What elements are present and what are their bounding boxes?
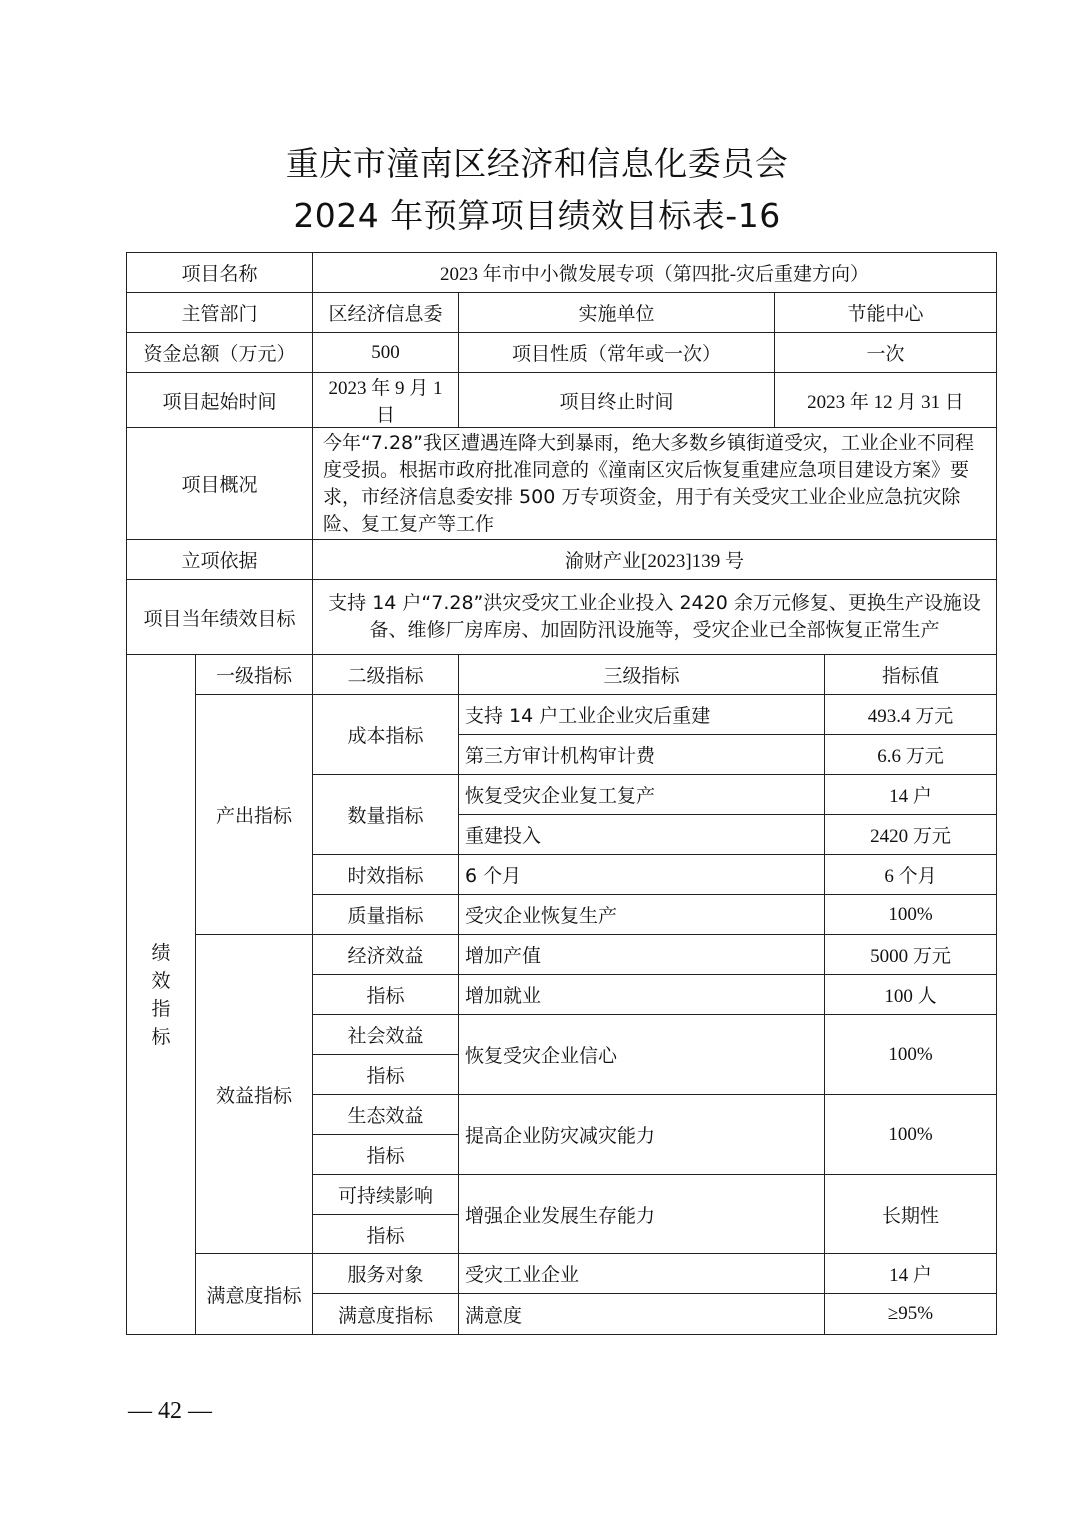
- goal-value: 支持 14 户“7.28”洪灾受灾工业企业投入 2420 余万元修复、更换生产设施设备、维修厂房库房、加固防汛设施等，受灾企业已全部恢复正常生产: [313, 580, 997, 655]
- department-label: 主管部门: [127, 293, 313, 333]
- indicator-value: 6.6 万元: [825, 735, 997, 775]
- indicator-name: 提高企业防灾减灾能力: [459, 1095, 825, 1175]
- fund-label: 资金总额（万元）: [127, 333, 313, 373]
- output-indicator-label: 产出指标: [196, 695, 313, 935]
- sustainable-indicator-label-2: 指标: [313, 1215, 459, 1254]
- side-char: 效: [151, 969, 171, 992]
- indicator-value: 100%: [825, 895, 997, 935]
- time-indicator-label: 时效指标: [313, 855, 459, 895]
- satisfaction-sub-label: 满意度指标: [313, 1294, 459, 1335]
- indicator-name: 受灾工业企业: [459, 1254, 825, 1294]
- end-time-value: 2023 年 12 月 31 日: [775, 373, 997, 428]
- side-char: 绩: [151, 941, 171, 964]
- nature-value: 一次: [775, 333, 997, 373]
- economic-indicator-label-2: 指标: [313, 975, 459, 1015]
- sustainable-indicator-label-1: 可持续影响: [313, 1175, 459, 1215]
- indicator-value: 6 个月: [825, 855, 997, 895]
- indicator-name: 6 个月: [459, 855, 825, 895]
- indicator-name: 满意度: [459, 1294, 825, 1335]
- overview-label: 项目概况: [127, 428, 313, 540]
- basis-label: 立项依据: [127, 540, 313, 580]
- indicator-name: 恢复受灾企业复工复产: [459, 775, 825, 815]
- satisfaction-indicator-label: 满意度指标: [196, 1254, 313, 1335]
- ecological-indicator-label-1: 生态效益: [313, 1095, 459, 1135]
- indicator-name: 增强企业发展生存能力: [459, 1175, 825, 1254]
- indicator-value: 493.4 万元: [825, 695, 997, 735]
- row-fund: [127, 333, 997, 373]
- indicator-name: 支持 14 户工业企业灾后重建: [459, 695, 825, 735]
- indicator-name: 重建投入: [459, 815, 825, 855]
- indicator-value: 100%: [825, 1095, 997, 1175]
- table-row: [127, 1254, 997, 1294]
- side-char: 指: [151, 997, 171, 1020]
- social-indicator-label-2: 指标: [313, 1055, 459, 1095]
- row-project-name: [127, 253, 997, 293]
- performance-table: [126, 252, 997, 1335]
- indicator-value: 100 人: [825, 975, 997, 1015]
- quality-indicator-label: 质量指标: [313, 895, 459, 935]
- start-time-value: 2023 年 9 月 1 日: [313, 373, 459, 428]
- indicator-value: 2420 万元: [825, 815, 997, 855]
- header-level1: 一级指标: [196, 655, 313, 695]
- indicator-value: 14 户: [825, 775, 997, 815]
- row-overview: [127, 428, 997, 540]
- indicator-name: 受灾企业恢复生产: [459, 895, 825, 935]
- indicator-value: 100%: [825, 1015, 997, 1095]
- cost-indicator-label: 成本指标: [313, 695, 459, 775]
- side-char: 标: [151, 1025, 171, 1048]
- start-time-label: 项目起始时间: [127, 373, 313, 428]
- project-name-value: 2023 年市中小微发展专项（第四批-灾后重建方向）: [313, 253, 997, 293]
- document-title: 重庆市潼南区经济和信息化委员会: [285, 144, 789, 183]
- social-indicator-label-1: 社会效益: [313, 1015, 459, 1055]
- indicator-value: 5000 万元: [825, 935, 997, 975]
- overview-value: 今年“7.28”我区遭遇连降大到暴雨，绝大多数乡镇街道受灾，工业企业不同程度受损。根据市政府批准同意的《潼南区灾后恢复重建应急项目建设方案》要求，市经济信息委安排 500 万专项资金，用于有关受灾工业企业应急抗灾除险、复工复产等工作: [313, 428, 997, 540]
- header-level2: 二级指标: [313, 655, 459, 695]
- implementer-value: 节能中心: [775, 293, 997, 333]
- indicator-value: ≥95%: [825, 1294, 997, 1335]
- basis-value: 渝财产业[2023]139 号: [313, 540, 997, 580]
- indicator-value: 14 户: [825, 1254, 997, 1294]
- row-indicator-header: [127, 655, 997, 695]
- header-level3: 三级指标: [459, 655, 825, 695]
- economic-indicator-label-1: 经济效益: [313, 935, 459, 975]
- page-number: — 42 —: [128, 1398, 212, 1424]
- indicator-name: 第三方审计机构审计费: [459, 735, 825, 775]
- header-value: 指标值: [825, 655, 997, 695]
- row-department: [127, 293, 997, 333]
- indicator-name: 增加就业: [459, 975, 825, 1015]
- implementer-label: 实施单位: [459, 293, 775, 333]
- benefit-indicator-label: 效益指标: [196, 935, 313, 1254]
- department-value: 区经济信息委: [313, 293, 459, 333]
- table-row: [127, 695, 997, 735]
- nature-label: 项目性质（常年或一次）: [459, 333, 775, 373]
- end-time-label: 项目终止时间: [459, 373, 775, 428]
- row-goal: [127, 580, 997, 655]
- service-target-label: 服务对象: [313, 1254, 459, 1294]
- project-name-label: 项目名称: [127, 253, 313, 293]
- table-row: [127, 935, 997, 975]
- ecological-indicator-label-2: 指标: [313, 1135, 459, 1175]
- document-subtitle: 2024 年预算项目绩效目标表-16: [293, 196, 781, 235]
- row-basis: [127, 540, 997, 580]
- side-label-performance-indicators: [127, 655, 196, 1335]
- fund-value: 500: [313, 333, 459, 373]
- goal-label: 项目当年绩效目标: [127, 580, 313, 655]
- indicator-value: 长期性: [825, 1175, 997, 1254]
- indicator-name: 增加产值: [459, 935, 825, 975]
- indicator-name: 恢复受灾企业信心: [459, 1015, 825, 1095]
- quantity-indicator-label: 数量指标: [313, 775, 459, 855]
- row-time: [127, 373, 997, 428]
